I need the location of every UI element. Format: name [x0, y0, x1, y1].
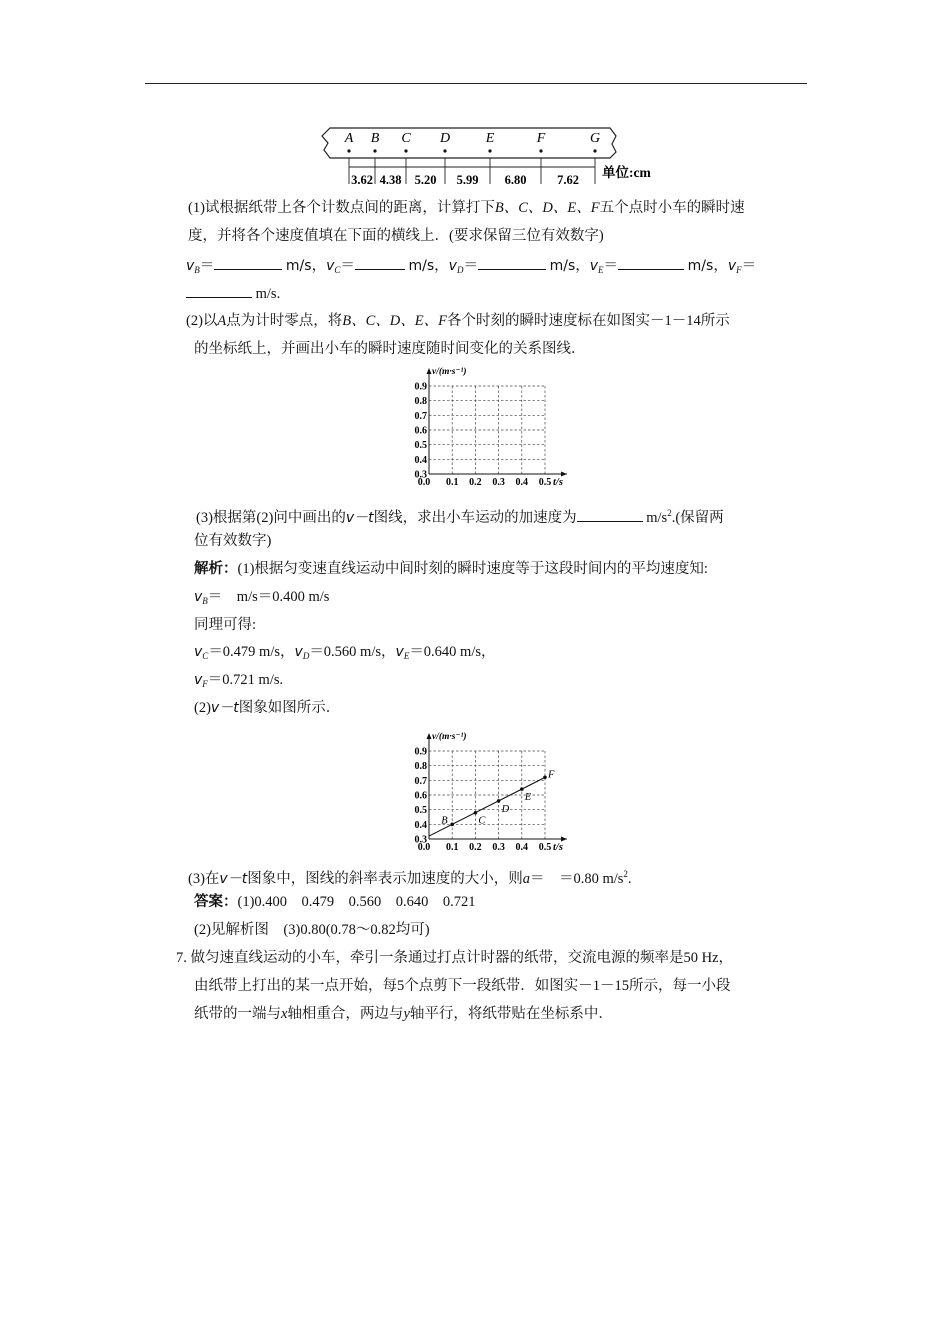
vb-unit: m/s: [285, 258, 312, 274]
answer-label: 答案：: [194, 894, 238, 910]
data-point-D: [497, 799, 501, 803]
q3-text-b: 图线，求出小车运动的加速度为: [373, 510, 577, 526]
x-tick-label: 0.1: [445, 477, 459, 488]
vc-blank[interactable]: [355, 255, 405, 270]
y-tick-label: 0.5: [414, 440, 427, 452]
answer-line1: [194, 892, 476, 912]
y-tick-label: 0.8: [414, 396, 427, 408]
tape-point-label-G: G: [589, 131, 601, 146]
x-tick-label: 0.0: [417, 477, 431, 488]
sol-part3-num: (3)在: [188, 871, 220, 887]
y-tick-label: 0.5: [414, 805, 427, 817]
y-tick-label: 0.9: [414, 746, 427, 758]
tape-dot-F: [539, 149, 542, 152]
q1-text-b: 五个点时小车的瞬时速: [599, 200, 745, 216]
vc-symbol: v: [326, 258, 335, 274]
vf-symbol: v: [727, 258, 737, 274]
tape-gap-label: 5.99: [456, 173, 479, 187]
q3-text-a: (3)根据第(2)问中画出的: [196, 510, 346, 526]
vc-eq: ＝: [340, 258, 355, 274]
solution-line1: [194, 559, 708, 579]
sol-part3-a: a: [522, 871, 530, 887]
x-tick-label: 0.2: [469, 477, 482, 488]
solution-line4: [194, 642, 496, 666]
x-tick-label: 0.3: [492, 842, 505, 853]
sol-ve-sub: E: [403, 651, 410, 661]
sol-vb-eq: ＝ m/s＝0.400 m/s: [207, 589, 330, 605]
vd-eq: ＝: [463, 258, 478, 274]
tape-point-label-F: F: [536, 131, 546, 146]
sol-vf: v: [194, 672, 203, 688]
y-tick-label: 0.3: [414, 834, 427, 846]
tape-point-label-A: A: [344, 131, 354, 146]
y-tick-label: 0.6: [414, 425, 427, 437]
x-axis-label: t/s: [553, 842, 563, 853]
vd-symbol: v: [448, 258, 457, 274]
vc-sub: C: [334, 265, 341, 275]
tape-point-label-B: B: [370, 131, 380, 146]
vb-sub: B: [194, 265, 200, 275]
tape-dot-G: [593, 149, 596, 152]
q7-line3: [194, 1004, 613, 1024]
sol-part3-sup: 2: [623, 869, 628, 879]
sol-vb-sub: B: [202, 596, 208, 606]
y-tick-label: 0.8: [414, 761, 427, 773]
vd-sub: D: [456, 265, 464, 275]
q7-y: y: [403, 1006, 410, 1022]
x-tick-label: 0.5: [538, 842, 552, 853]
sol-vc: v: [194, 644, 203, 660]
data-point-label-D: D: [501, 803, 510, 815]
y-axis-arrow: [427, 368, 432, 374]
q7-x: x: [281, 1006, 288, 1022]
y-tick-label: 0.6: [414, 790, 427, 802]
solution-text-1: (1)根据匀变速直线运动中间时刻的瞬时速度等于这段时间内的平均速度知:: [237, 561, 708, 577]
q7-text-3c: 轴平行，将纸带贴在坐标系中．: [409, 1006, 613, 1022]
q3-text-c: .(保留两: [671, 510, 724, 526]
y-tick-label: 0.4: [414, 454, 427, 466]
x-tick-label: 0.1: [445, 842, 459, 853]
data-point-B: [450, 823, 454, 827]
solution-label: 解析：: [194, 561, 238, 577]
x-axis-arrow: [561, 472, 567, 477]
y-tick-label: 0.7: [414, 410, 427, 422]
sol-vd-eq: ＝0.560 m/s，: [309, 644, 396, 660]
vd-blank[interactable]: [478, 255, 546, 270]
solution-line5: [194, 670, 283, 694]
tape-gap-label: 3.62: [351, 173, 373, 187]
acceleration-blank[interactable]: [577, 507, 643, 522]
sol-part3-vt: v－t: [219, 871, 248, 887]
q3-line1: [196, 503, 724, 528]
answer-line2: (2)见解析图 (3)0.80(0.78～0.82均可): [194, 922, 430, 938]
tape-dot-B: [373, 149, 376, 152]
tape-dot-E: [488, 149, 491, 152]
sol-part2-vt: v－t: [210, 700, 239, 716]
ve-sub: E: [598, 265, 604, 275]
sol-vd-sub: D: [302, 651, 310, 661]
vd-unit: m/s: [549, 258, 576, 274]
q7-line1: [176, 948, 733, 968]
y-tick-label: 0.7: [414, 775, 427, 787]
q7-text-3a: 纸带的一端与: [194, 1006, 281, 1022]
sep2: ，: [434, 258, 449, 274]
sol-part3-end: .: [627, 871, 632, 887]
tape-gap-label: 6.80: [504, 173, 527, 187]
sol-vc-sub: C: [202, 651, 209, 661]
tape-gap-label: 5.20: [414, 173, 437, 187]
tape-gap-label: 7.62: [557, 173, 579, 187]
sol-vf-sub: F: [202, 679, 208, 689]
solved-vt-graph: [405, 727, 580, 857]
q3-unit-sup: 2: [667, 508, 672, 518]
top-rule: [145, 83, 807, 84]
vf-unit: m/s.: [255, 286, 281, 302]
data-point-F: [543, 775, 547, 779]
q7-text-1: 做匀速直线运动的小车，牵引一条通过打点计时器的纸带，交流电源的频率是50 Hz，: [190, 950, 734, 966]
sep3: ，: [575, 258, 590, 274]
answer-text-1: (1)0.400 0.479 0.560 0.640 0.721: [237, 894, 476, 910]
tape-gap-label: 4.38: [379, 173, 402, 187]
q2-points: B、C、D、E、F: [342, 313, 447, 329]
sol-vb: v: [194, 589, 203, 605]
x-axis-label: t/s: [553, 477, 563, 488]
sol-part2-text: 图象如图所示．: [238, 700, 341, 716]
fit-line: [429, 777, 545, 836]
sep1: ，: [311, 258, 327, 274]
q3-line2: 位有效数字): [194, 533, 272, 549]
q1-points: B、C、D、E、F: [494, 200, 600, 216]
sep4: ，: [713, 258, 728, 274]
sol-vd: v: [294, 644, 303, 660]
paper-tape-figure: [318, 122, 678, 194]
tape-unit: 单位:cm: [602, 165, 651, 180]
solution-line7: [188, 864, 632, 889]
q2-text-b: 点为计时零点，将: [226, 313, 343, 329]
blank-vt-graph: [405, 362, 580, 492]
data-point-label-B: B: [441, 815, 448, 827]
tape-point-label-D: D: [439, 131, 451, 146]
q7-line2: 由纸带上打出的某一点开始，每5个点剪下一段纸带．如图实－1－15所示，每一小段: [194, 978, 731, 994]
tape-outline: [322, 128, 616, 158]
y-axis-label: v/(m·s⁻¹): [432, 367, 467, 377]
q2-line1: [186, 311, 730, 331]
x-axis-arrow: [561, 837, 567, 842]
data-point-label-F: F: [548, 769, 555, 781]
ve-blank[interactable]: [618, 255, 684, 270]
tape-dot-C: [404, 149, 407, 152]
vf-sub: F: [736, 265, 742, 275]
vf-eq: ＝: [741, 258, 757, 274]
x-tick-label: 0.4: [515, 842, 529, 853]
data-point-label-C: C: [478, 815, 486, 827]
q2-text-c: 各个时刻的瞬时速度标在如图实－1－14所示: [447, 313, 730, 329]
tape-dot-D: [443, 149, 446, 152]
q2-point-a: A: [217, 313, 227, 329]
y-tick-label: 0.3: [414, 469, 427, 481]
q1-last-blank-line: [186, 283, 280, 304]
q1-text-a: (1)试根据纸带上各个计数点间的距离，计算打下: [188, 200, 495, 216]
q2-line2: 的坐标纸上，并画出小车的瞬时速度随时间变化的关系图线．: [194, 341, 586, 357]
data-point-C: [474, 811, 478, 815]
vb-eq: ＝: [199, 258, 215, 274]
y-axis-arrow: [427, 733, 432, 739]
sol-part2-num: (2): [194, 700, 211, 716]
sol-part3-text: 图象中，图线的斜率表示加速度的大小，则: [247, 871, 523, 887]
tape-dot-A: [347, 149, 350, 152]
sol-ve: v: [395, 644, 404, 660]
x-tick-label: 0.5: [538, 477, 552, 488]
q7-text-3b: 轴相重合，两边与: [287, 1006, 404, 1022]
q3-vt: v－t: [345, 510, 374, 526]
solution-line2: [194, 587, 329, 611]
x-tick-label: 0.0: [417, 842, 431, 853]
q7-number: 7.: [176, 950, 187, 966]
sol-vc-eq: ＝0.479 m/s，: [208, 644, 295, 660]
x-tick-label: 0.3: [492, 477, 505, 488]
q2-text-a: (2)以: [186, 313, 218, 329]
vb-symbol: v: [186, 258, 195, 274]
tape-point-label-E: E: [485, 131, 495, 146]
vf-blank[interactable]: [186, 283, 252, 298]
x-tick-label: 0.2: [469, 842, 482, 853]
vc-unit: m/s: [408, 258, 435, 274]
solution-line6: [194, 698, 340, 718]
sol-ve-eq: ＝0.640 m/s，: [409, 644, 496, 660]
q1-line1: [188, 198, 745, 218]
vb-blank[interactable]: [214, 255, 282, 270]
ve-unit: m/s: [687, 258, 714, 274]
x-tick-label: 0.4: [515, 477, 529, 488]
data-point-label-E: E: [524, 792, 532, 804]
data-point-E: [520, 787, 524, 791]
q1-answer-blanks: [186, 255, 756, 280]
tape-point-label-C: C: [401, 131, 411, 146]
q3-unit: m/s: [646, 510, 668, 526]
ve-symbol: v: [589, 258, 599, 274]
y-axis-label: v/(m·s⁻¹): [432, 732, 467, 742]
ve-eq: ＝: [603, 258, 619, 274]
y-tick-label: 0.4: [414, 819, 427, 831]
solution-line3: 同理可得:: [194, 617, 257, 633]
q1-line2: 度，并将各个速度值填在下面的横线上．(要求保留三位有效数字): [188, 228, 604, 244]
sol-part3-eq: ＝ ＝0.80 m/s: [529, 871, 624, 887]
y-tick-label: 0.9: [414, 381, 427, 393]
sol-vf-eq: ＝0.721 m/s.: [207, 672, 284, 688]
